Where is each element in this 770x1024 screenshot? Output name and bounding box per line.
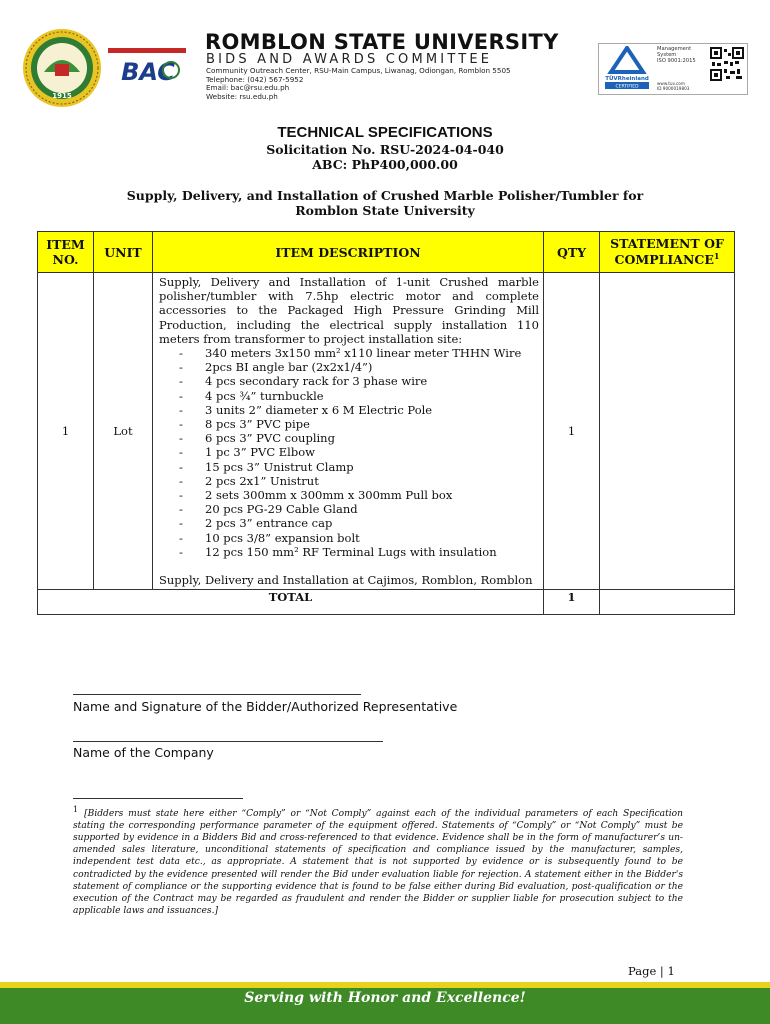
cell-compliance[interactable]	[600, 273, 735, 590]
seal-year: 1915	[52, 92, 72, 100]
description-list-item: - 2 pcs 2x1” Unistrut	[179, 474, 539, 488]
description-list-item: - 340 meters 3x150 mm² x110 linear meter THHN Wire	[179, 346, 539, 360]
description-list-item: - 4 pcs secondary rack for 3 phase wire	[179, 374, 539, 388]
description-list-item: - 4 pcs ¾” turnbuckle	[179, 389, 539, 403]
cert-line: Management	[657, 46, 692, 52]
contact-telephone: Telephone: (042) 567-5952	[206, 74, 304, 84]
header-description: ITEM DESCRIPTION	[153, 232, 544, 273]
description-closing: Supply, Delivery and Installation at Cajimos, Romblon, Romblon	[159, 573, 533, 588]
project-title-line1: Supply, Delivery, and Installation of Crushed Marble Polisher/Tumbler for	[126, 188, 644, 203]
cert-url-line: ID 9000019803	[657, 86, 690, 91]
company-name-label: Name of the Company	[73, 745, 214, 760]
bac-logo-text: BAC	[121, 58, 175, 86]
description-list-item: - 12 pcs 150 mm² RF Terminal Lugs with insulation	[179, 545, 539, 559]
university-seal-logo	[22, 28, 102, 108]
total-label: TOTAL	[38, 590, 544, 615]
solicitation-number: Solicitation No. RSU-2024-04-040	[266, 142, 504, 157]
description-list-item: - 1 pc 3” PVC Elbow	[179, 445, 539, 459]
contact-website: Website: rsu.edu.ph	[206, 92, 278, 102]
footnote-divider	[73, 798, 243, 799]
cert-line: System	[657, 52, 677, 59]
page-label: Page	[628, 964, 657, 978]
certification-badge	[598, 43, 748, 95]
header-unit: UNIT	[94, 232, 153, 273]
banner-slogan: Serving with Honor and Excellence!	[244, 990, 526, 1006]
table-header-row	[38, 232, 735, 273]
header-compliance-label: STATEMENT OF COMPLIANCE	[610, 236, 724, 268]
footnote-mark: 1	[73, 805, 79, 814]
contact-block	[206, 67, 511, 102]
bac-logo	[108, 46, 188, 86]
cell-unit: Lot	[94, 273, 153, 590]
bidder-signature-label: Name and Signature of the Bidder/Authorized Representative	[73, 699, 458, 714]
footer-banner	[0, 982, 770, 1024]
description-list-item: - 15 pcs 3” Unistrut Clamp	[179, 460, 539, 474]
tuv-certification-icon	[601, 46, 653, 90]
description-list-item: - 10 pcs 3/8” expansion bolt	[179, 531, 539, 545]
total-qty: 1	[544, 590, 600, 615]
qr-code-icon	[710, 47, 744, 81]
footnote-ref: 1	[713, 251, 720, 262]
cell-item-no: 1	[38, 273, 94, 590]
cert-url	[657, 81, 689, 91]
description-intro: Supply, Delivery and Installation of 1-unit Crushed marble polisher/tumbler with 7.5hp electric motor and complete accessories to the Packaged High Pressure Grinding Mill Production, including the electrical supply installation 110 meters from transformer to project installation site:	[159, 275, 539, 346]
header-compliance	[600, 232, 735, 273]
total-compliance	[600, 590, 735, 615]
footnote-text: [Bidders must state here either “Comply” or “Not Comply” against each of the individual parameters of each Specification stating the corresponding performance parameter of the equipment offered. Statements of “Comply” or “Not Comply” must be supported by evidence in a Bidders Bid and cross-referenced to that evidence. Evidence shall be in the form of manufacturer’s un-amended sales literature, unconditional statements of specification and compliance issued by the manufacturer, samples, independent test data etc., as appropriate. A statement that is not supported by evidence or is subsequently found to be contradicted by the evidence presented will render the Bid under evaluation liable for rejection. A statement either in the Bidder's statement of compliance or the supporting evidence that is found to be false either during Bid evaluation, post-qualification or the execution of the Contract may be regarded as fraudulent and render the Bidder or supplier liable for prosecution subject to the applicable laws and issuances.]	[73, 809, 683, 916]
header-item-no: ITEM NO.	[38, 232, 94, 273]
committee-name: BIDS AND AWARDS COMMITTEE	[206, 52, 493, 67]
cert-line: ISO 9001:2015	[657, 58, 696, 65]
description-item-list	[159, 346, 539, 559]
footnote	[73, 804, 683, 917]
page-separator: |	[659, 964, 664, 978]
table-row	[38, 273, 735, 590]
description-list-item: - 6 pcs 3” PVC coupling	[179, 431, 539, 445]
banner-stripe	[0, 982, 770, 988]
abc-amount: ABC: PhP400,000.00	[312, 157, 458, 172]
description-list-item: - 2 sets 300mm x 300mm x 300mm Pull box	[179, 488, 539, 502]
project-title-line2: Romblon State University	[295, 203, 475, 218]
cert-text	[657, 46, 696, 65]
contact-address: Community Outreach Center, RSU-Main Campus, Liwanag, Odiongan, Romblon 5505	[206, 66, 511, 75]
company-name-line[interactable]	[73, 741, 383, 742]
description-list-item: - 20 pcs PG-29 Cable Gland	[179, 502, 539, 516]
document-title: TECHNICAL SPECIFICATIONS	[277, 124, 493, 141]
bidder-signature-line[interactable]	[73, 694, 361, 695]
total-row	[38, 590, 735, 615]
university-name: ROMBLON STATE UNIVERSITY	[205, 30, 559, 54]
description-list-item: - 2pcs BI angle bar (2x2x1/4”)	[179, 360, 539, 374]
cell-description	[153, 273, 544, 590]
page-number-value: 1	[667, 964, 675, 978]
cell-qty: 1	[544, 273, 600, 590]
description-list-item: - 3 units 2” diameter x 6 M Electric Pole	[179, 403, 539, 417]
tuv-brand: TÜVRheinland	[605, 76, 649, 82]
contact-email: Email: bac@rsu.edu.ph	[206, 83, 290, 93]
tuv-sub: CERTIFIED	[615, 84, 639, 90]
description-list-item: - 8 pcs 3” PVC pipe	[179, 417, 539, 431]
header-qty: QTY	[544, 232, 600, 273]
page-number	[628, 964, 675, 978]
description-list-item: - 2 pcs 3” entrance cap	[179, 516, 539, 530]
cert-url-line: www.tuv.com	[657, 81, 685, 86]
specifications-table	[37, 231, 735, 615]
